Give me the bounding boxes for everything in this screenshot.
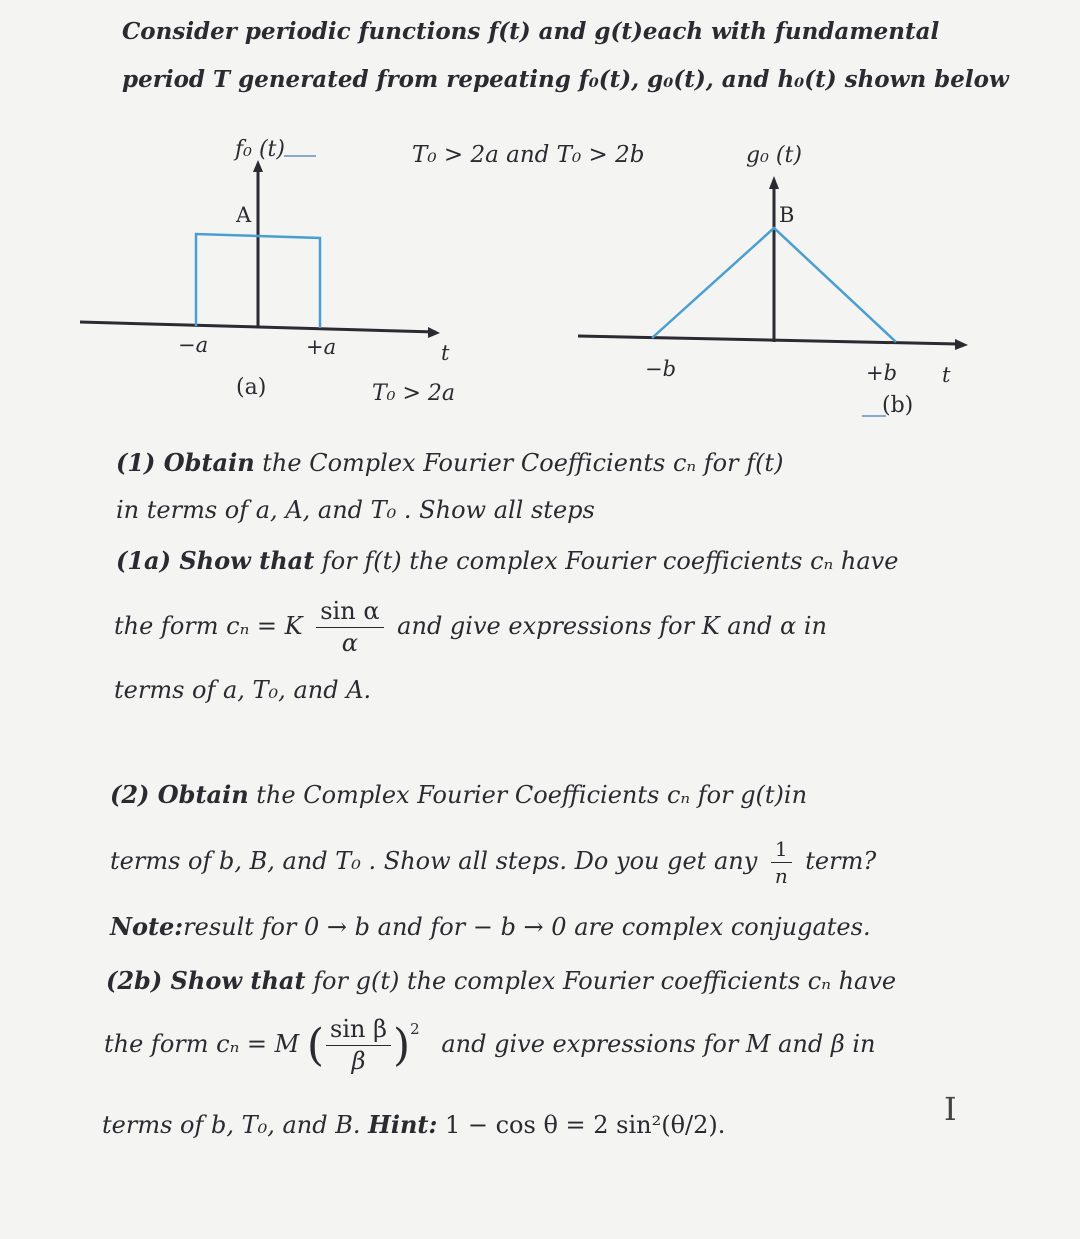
q1-line-2: in terms of a, A, and T₀ . Show all steps [116, 496, 595, 524]
q2b-text: for g(t) the complex Fourier coefficients cₙ have [305, 967, 897, 995]
intro-line-2: period T generated from repeating f₀(t), g₀(t), and h₀(t) shown below [122, 66, 1009, 93]
q1a-line-2 [114, 596, 827, 659]
q2b-frac-num: sin β [326, 1014, 391, 1046]
q2b-label: (2b) Show that [106, 966, 306, 995]
q1a-label: (1a) Show that [116, 546, 315, 575]
q2-note-text: result for 0 → b and for − b → 0 are complex conjugates. [183, 913, 871, 941]
q1a-form-prefix: the form cₙ = K [114, 612, 303, 641]
diagram-a-t-label: t [441, 341, 450, 365]
q2b-line-1 [106, 966, 896, 995]
diagram-a-t-arrowhead [428, 327, 440, 338]
q1a-frac-num: sin α [316, 596, 383, 628]
q2b-line-2: the form cₙ = M ( $\frac{\text{sin β}}{\beta}$ )$^2$ and give expressions for M and β in [104, 1014, 876, 1077]
q2-note-label: Note: [110, 912, 184, 941]
q1-label: (1) Obtain [116, 448, 255, 477]
q1a-frac-den: α [341, 629, 358, 658]
q2b-frac-den: β [351, 1047, 366, 1076]
q1a-fraction [316, 596, 383, 659]
q2b-form-suffix: and give expressions for M and β in [441, 1030, 876, 1059]
q1a-line-1 [116, 546, 898, 575]
diagram-b-t-label: t [942, 363, 951, 387]
diagram-a-amplitude-label: A [236, 203, 252, 227]
diagram-a-pos-label: +a [306, 335, 337, 359]
q2b-hint-label: Hint: [368, 1110, 438, 1139]
q1a-text: for f(t) the complex Fourier coefficients cₙ have [314, 547, 899, 575]
text-cursor-icon: I [944, 1090, 957, 1128]
q2-line-1 [110, 780, 807, 809]
diagram-b-t-arrowhead [955, 339, 968, 350]
diagram-b-panel-label: (b) [882, 393, 914, 418]
q2b-hint-text: 1 − cos θ = 2 sin²(θ/2). [437, 1111, 726, 1139]
q2b-line3-prefix: terms of b, T₀, and B. [102, 1111, 361, 1139]
q2-fraction [771, 836, 792, 889]
q2b-form-prefix: the form cₙ = M [104, 1030, 300, 1059]
diagram-a-panel-label: (a) [236, 375, 267, 400]
diagram-a [80, 137, 455, 406]
diagram-b [578, 143, 968, 418]
diagram-b-t-axis [578, 336, 958, 344]
q2-line2-suffix: term? [805, 847, 877, 875]
diagram-b-pos-label: +b [866, 361, 898, 385]
q2-text: the Complex Fourier Coefficients cₙ for g(t)in [248, 781, 808, 809]
q1-line-1 [116, 448, 783, 477]
diagram-a-condition: T₀ > 2a [372, 381, 456, 406]
q2-frac-den: n [774, 864, 788, 888]
q2-label: (2) Obtain [110, 780, 249, 809]
diagram-b-amplitude-label: B [779, 203, 795, 227]
diagram-a-func-label: f₀ (t) [235, 137, 285, 162]
q2-line-2 [110, 836, 876, 889]
diagram-b-func-label: g₀ (t) [746, 143, 802, 168]
diagram-b-y-arrowhead [769, 176, 779, 189]
q1a-form-suffix: and give expressions for K and α in [397, 612, 828, 641]
top-condition: T₀ > 2a and T₀ > 2b [412, 142, 645, 168]
q1-text: the Complex Fourier Coefficients cₙ for f(t) [254, 449, 784, 477]
q2-frac-num: 1 [771, 836, 792, 863]
q2b-exponent: 2 [410, 1020, 420, 1039]
q2-line2-prefix: terms of b, B, and T₀ . Show all steps. Do you get any [110, 847, 758, 875]
q2-note [110, 912, 871, 941]
q2b-fraction [326, 1014, 391, 1077]
q1a-line-3: terms of a, T₀, and A. [114, 676, 372, 704]
diagram-a-neg-label: −a [178, 333, 209, 357]
diagram-b-neg-label: −b [645, 357, 677, 381]
q2b-line-3 [102, 1110, 725, 1139]
intro-line-1: Consider periodic functions f(t) and g(t)each with fundamental [122, 18, 940, 45]
